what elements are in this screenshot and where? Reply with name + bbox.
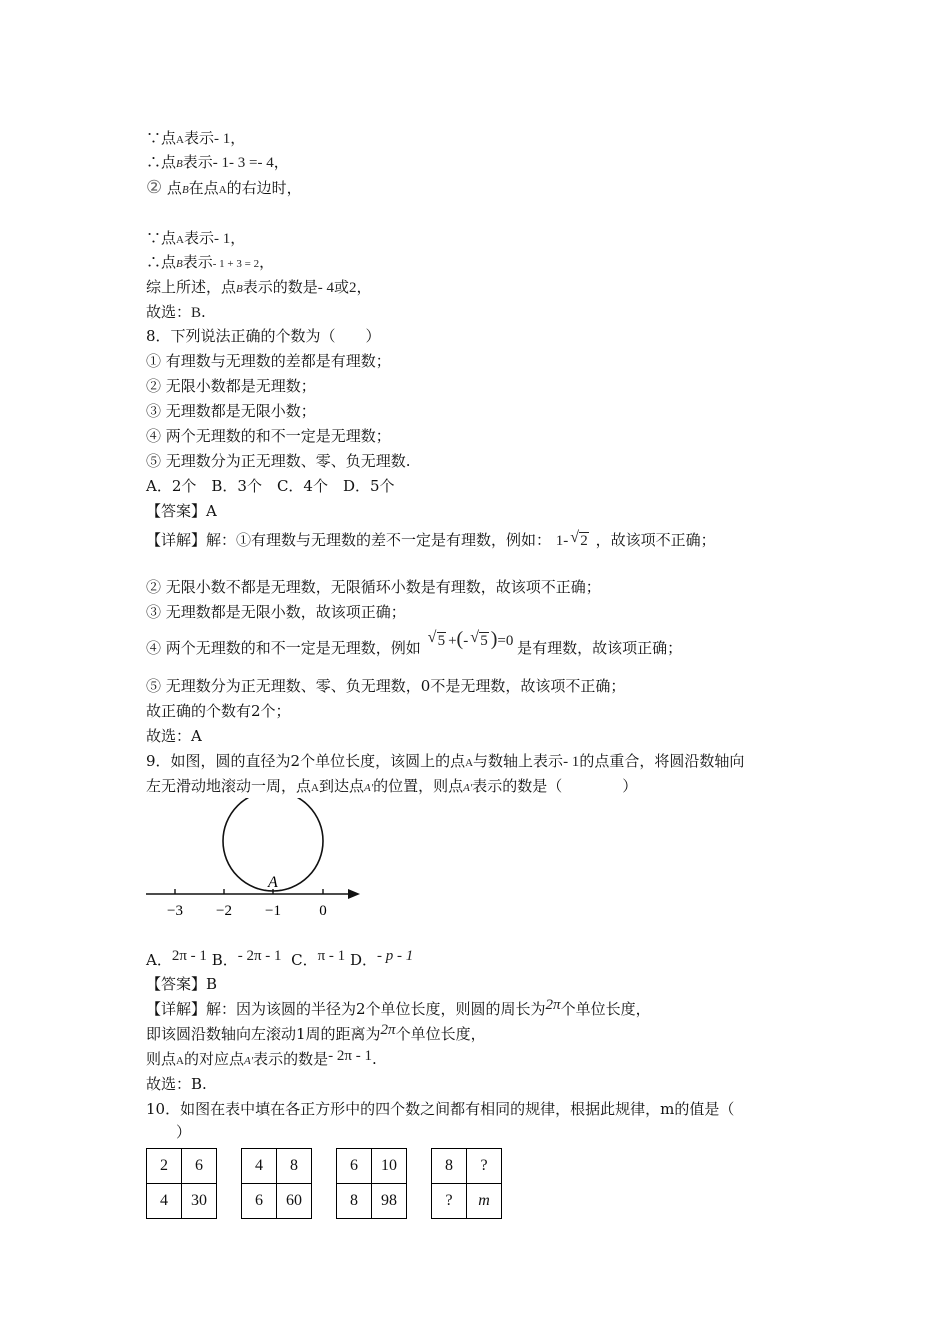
- text: 是有理数，故该项正确；: [517, 639, 683, 657]
- text: 与数轴上表示: [473, 752, 564, 770]
- q8-item-2: ② 无限小数都是无理数；: [146, 377, 316, 395]
- minus: -: [463, 633, 469, 649]
- number-line-figure: [140, 798, 370, 926]
- circled-number: ②: [146, 177, 163, 198]
- solution-line-4: [146, 228, 245, 250]
- text: ，: [259, 253, 275, 271]
- q9-detail-1: [146, 999, 651, 1020]
- option-label: D．: [349, 951, 377, 969]
- option-label: B．: [211, 951, 238, 969]
- text: 的点重合，将圆沿数轴向: [579, 752, 745, 770]
- grid-cell: ?: [467, 1149, 502, 1184]
- grid-cell: 8: [277, 1149, 312, 1184]
- text: 左无滑动地滚动一周，点: [146, 777, 312, 795]
- q8-detail-6: 故正确的个数有2个；: [146, 702, 291, 720]
- text: 个单位长度，: [395, 1025, 486, 1043]
- point-label: A: [176, 1055, 184, 1067]
- text: ∴点: [146, 253, 177, 271]
- text: 表示: [182, 253, 213, 271]
- text: ④ 两个无理数的和不一定是无理数，例如: [146, 639, 421, 657]
- text: ∴点: [146, 153, 177, 171]
- grid-cell: 98: [372, 1184, 407, 1219]
- text: 表示: [183, 129, 214, 147]
- math: 2π: [545, 997, 561, 1013]
- q9-options: [146, 950, 413, 971]
- equals: =0: [497, 633, 514, 649]
- point-label: B: [236, 283, 243, 295]
- plus: +: [448, 633, 457, 649]
- math: - 2π - 1: [328, 1048, 372, 1064]
- sqrt: √ 5: [427, 629, 446, 649]
- point-label: A: [176, 234, 184, 246]
- option-value: π - 1: [317, 948, 346, 964]
- number-grid-3: [336, 1148, 407, 1219]
- q8-answer: 【答案】A: [146, 502, 217, 520]
- text: 的右边时，: [226, 179, 302, 197]
- point-label: A: [176, 134, 184, 146]
- text: 表示的数是（ ）: [472, 777, 638, 795]
- math: B: [191, 305, 202, 321]
- text: ，: [230, 129, 246, 147]
- grid-cell: 8: [337, 1184, 372, 1219]
- point-label: A′: [463, 782, 473, 794]
- paren: ): [490, 628, 498, 650]
- q8-item-5: ⑤ 无理数分为正无理数、零、负无理数.: [146, 452, 411, 470]
- point-label: A′: [363, 782, 374, 794]
- math: 2: [349, 280, 357, 296]
- radicand: 2: [580, 533, 588, 549]
- text: 到达点: [318, 777, 364, 795]
- solution-line-5: [146, 252, 274, 274]
- grid-cell: 6: [182, 1149, 217, 1184]
- q8-stem: 8．下列说法正确的个数为（ ）: [146, 327, 381, 345]
- math: 2π: [380, 1022, 396, 1038]
- text: 在点: [188, 179, 219, 197]
- text: 点: [166, 179, 182, 197]
- q8-options: A．2个 B．3个 C．4个 D．5个: [146, 477, 395, 495]
- q9-detail-3: [146, 1049, 377, 1071]
- grid-cell: 30: [182, 1184, 217, 1219]
- tick-label: −2: [216, 903, 232, 919]
- sqrt: √ 2: [570, 529, 588, 549]
- text: 则点: [146, 1050, 177, 1068]
- text: ∵点: [146, 129, 177, 147]
- text: .: [371, 1050, 377, 1068]
- text: 表示: [183, 229, 214, 247]
- number-grid-1: [146, 1148, 217, 1219]
- text: ，: [356, 278, 372, 296]
- text: ，: [273, 153, 289, 171]
- q9-answer: 【答案】B: [146, 975, 218, 993]
- option-value: - p - 1: [376, 948, 414, 964]
- q9-detail-2: [146, 1024, 486, 1045]
- tick-label: 0: [319, 903, 327, 919]
- solution-line-1: [146, 128, 245, 150]
- sqrt: √ 5: [470, 629, 488, 649]
- paren: (: [456, 628, 464, 650]
- text: 【详解】解：因为该圆的半径为2个单位长度，则圆的周长为: [146, 1000, 546, 1018]
- point-label: A: [311, 782, 319, 794]
- text: 或: [334, 278, 350, 296]
- option-value: - 2π - 1: [237, 948, 282, 964]
- grid-cell: 10: [372, 1149, 407, 1184]
- text: ∵点: [146, 229, 177, 247]
- text: 个单位长度，: [560, 1000, 651, 1018]
- q8-detail-2: ② 无限小数不都是无理数，无限循环小数是有理数，故该项不正确；: [146, 578, 601, 596]
- solution-line-7: [146, 302, 206, 323]
- point-label: A′: [243, 1055, 254, 1067]
- text: 表示的数是: [253, 1050, 329, 1068]
- q9-stem-1: [146, 751, 744, 773]
- text: 的位置，则点: [373, 777, 464, 795]
- grid-cell: m: [467, 1184, 502, 1219]
- radicand: 5: [480, 633, 488, 649]
- option-label: C．: [291, 951, 318, 969]
- text: ，故该项不正确；: [595, 531, 716, 549]
- grid-cell: 8: [432, 1149, 467, 1184]
- text: .: [201, 303, 206, 321]
- point-label: A: [465, 757, 474, 769]
- solution-line-6: [146, 277, 372, 299]
- math: - 1: [213, 131, 231, 147]
- math: - 1: [213, 231, 231, 247]
- grid-cell: 60: [277, 1184, 312, 1219]
- q10-stem-1: 10．如图在表中填在各正方形中的四个数之间都有相同的规律，根据此规律，m的值是（: [146, 1100, 735, 1118]
- radicand: 5: [437, 633, 446, 649]
- text: 表示的数是: [242, 278, 318, 296]
- axis-arrow: [348, 889, 360, 899]
- q8-detail-3: ③ 无理数都是无限小数，故该项正确；: [146, 603, 406, 621]
- q8-detail-5: ⑤ 无理数分为正无理数、零、负无理数，0不是无理数，故该项不正确；: [146, 677, 626, 695]
- text: ，: [230, 229, 246, 247]
- point-a-label: A: [268, 874, 278, 891]
- q8-item-1: ① 有理数与无理数的差都是有理数；: [146, 352, 391, 370]
- q8-item-3: ③ 无理数都是无限小数；: [146, 402, 316, 420]
- solution-line-3: [146, 178, 302, 200]
- text: 综上所述，点: [146, 278, 237, 296]
- sum-expression: [426, 628, 518, 650]
- text: 表示: [182, 153, 213, 171]
- grid-cell: 4: [147, 1184, 182, 1219]
- q8-item-4: ④ 两个无理数的和不一定是无理数；: [146, 427, 391, 445]
- text: 的对应点: [183, 1050, 244, 1068]
- math: 1-: [555, 533, 569, 549]
- grid-cell: 4: [242, 1149, 277, 1184]
- point-label: A: [218, 184, 227, 196]
- text: 9．如图，圆的直径为2个单位长度，该圆上的点: [146, 752, 466, 770]
- grid-cell: 6: [242, 1184, 277, 1219]
- number-grid-2: [241, 1148, 312, 1219]
- grid-cell: 6: [337, 1149, 372, 1184]
- q8-detail-1: [146, 530, 716, 551]
- q8-detail-7: 故选：A: [146, 727, 202, 745]
- math: - 1 + 3 = 2: [212, 258, 260, 270]
- grid-cell: 2: [147, 1149, 182, 1184]
- solution-line-2: [146, 152, 289, 174]
- option-value: 2π - 1: [171, 948, 207, 964]
- q9-stem-2: [146, 776, 637, 798]
- grid-cell: ?: [432, 1184, 467, 1219]
- q10-stem-2: ）: [146, 1123, 192, 1141]
- math: - 1- 3 =- 4: [212, 155, 274, 171]
- math: - 1: [563, 754, 580, 770]
- option-label: A．: [146, 951, 172, 969]
- tick-label: −1: [265, 903, 281, 919]
- number-grid-4: [431, 1148, 502, 1219]
- point-label: B: [181, 184, 189, 196]
- math: - 4: [317, 280, 335, 296]
- text: 【详解】解：①有理数与无理数的差不一定是有理数，例如：: [146, 531, 552, 549]
- point-label: B: [176, 158, 183, 170]
- q8-detail-4: [146, 628, 683, 659]
- text: 即该圆沿数轴向左滚动1周的距离为: [146, 1025, 381, 1043]
- text: 故选：: [146, 303, 192, 321]
- point-label: B: [176, 258, 183, 270]
- q9-detail-4: 故选：B.: [146, 1075, 207, 1093]
- tick-label: −3: [167, 903, 183, 919]
